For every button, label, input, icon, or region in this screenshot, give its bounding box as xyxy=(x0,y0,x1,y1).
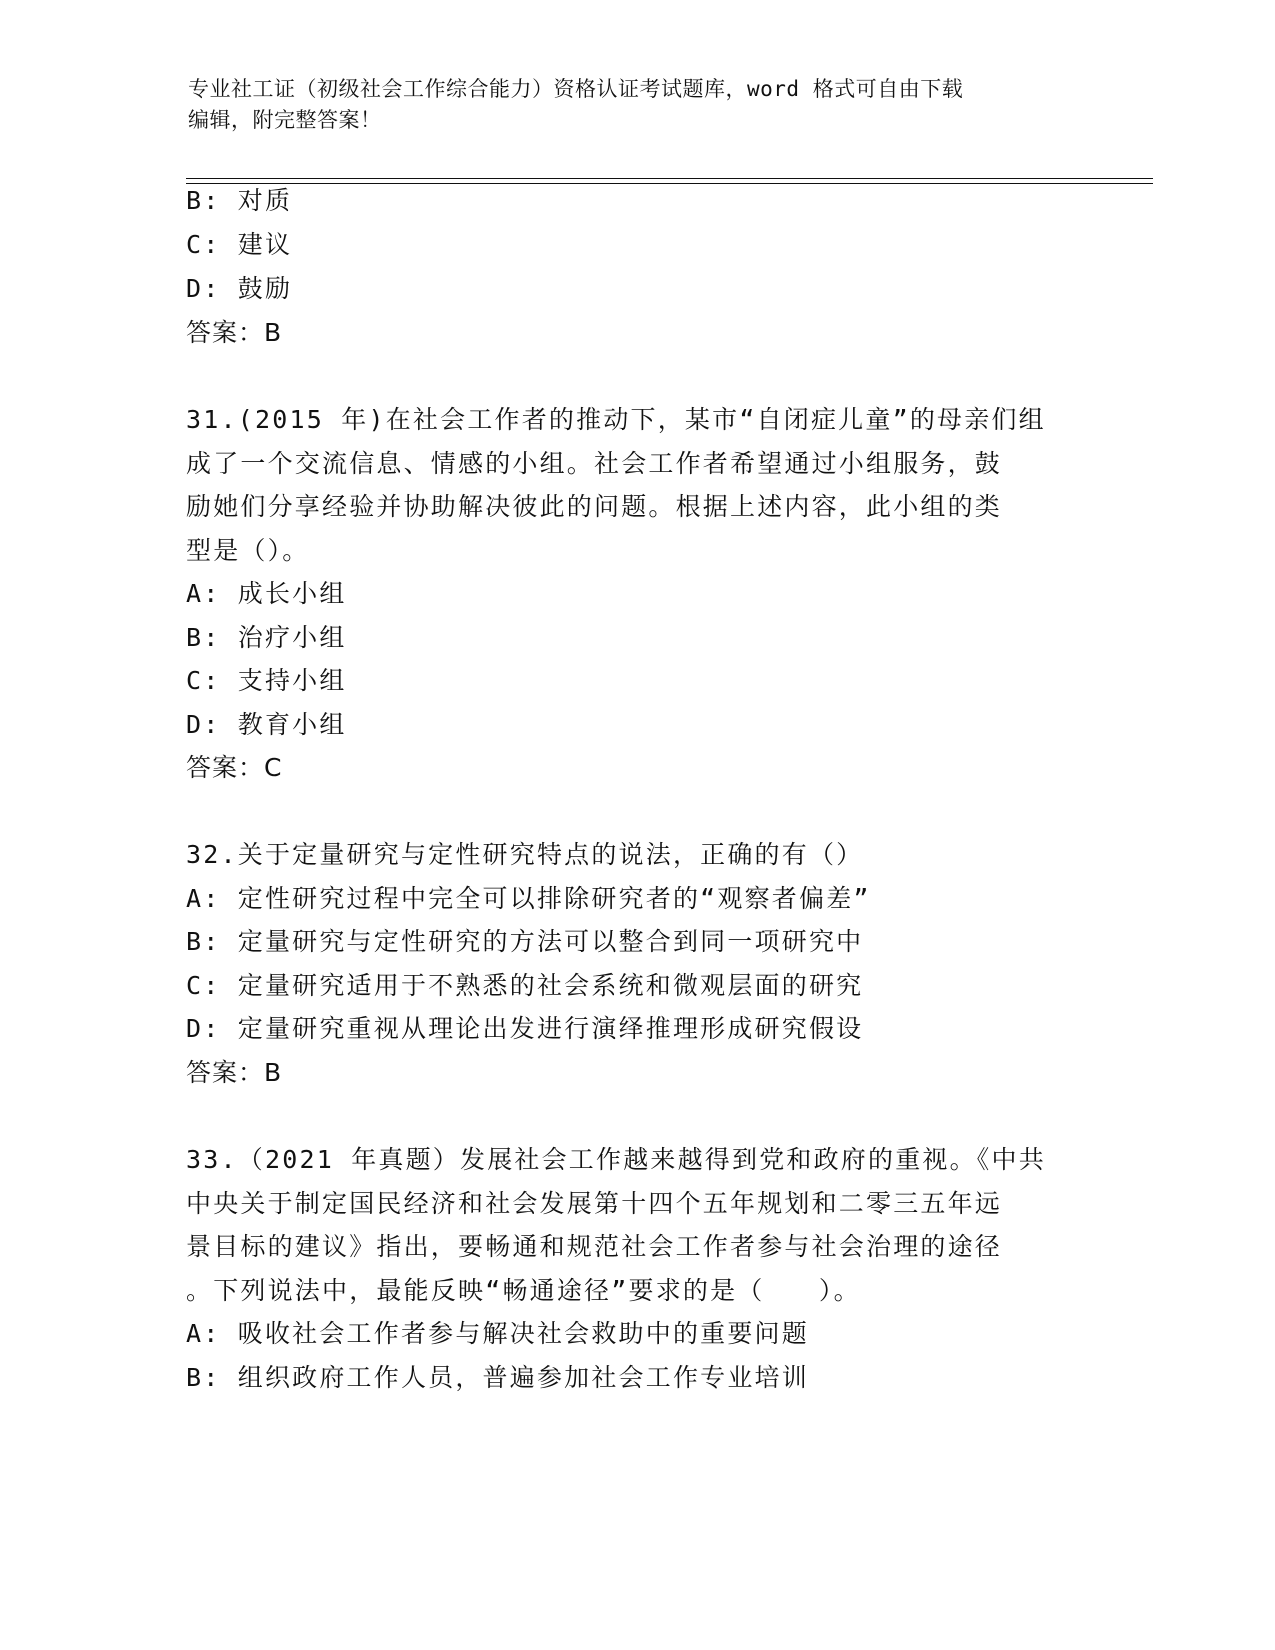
q33-stem-line-3: 景目标的建议》指出，要畅通和规范社会工作者参与社会治理的途径 xyxy=(186,1232,1003,1261)
q31-option-a: A: 成长小组 xyxy=(186,579,347,608)
page-header xyxy=(188,74,1068,136)
header-line-2: 编辑，附完整答案！ xyxy=(188,108,382,132)
q31-option-b: B: 治疗小组 xyxy=(186,623,347,652)
q33-stem-line-2: 中央关于制定国民经济和社会发展第十四个五年规划和二零三五年远 xyxy=(186,1189,1003,1218)
q31-option-d: D: 教育小组 xyxy=(186,710,347,739)
q31-option-c: C: 支持小组 xyxy=(186,666,347,695)
q33-option-a: A: 吸收社会工作者参与解决社会救助中的重要问题 xyxy=(186,1319,809,1348)
q33-option-b: B: 组织政府工作人员，普遍参加社会工作专业培训 xyxy=(186,1363,809,1392)
q30-option-d: D: 鼓励 xyxy=(186,274,293,303)
header-rule-top xyxy=(186,178,1153,179)
q32-option-a: A: 定性研究过程中完全可以排除研究者的“观察者偏差” xyxy=(186,884,871,913)
q32-stem-line-1: 32.关于定量研究与定性研究特点的说法，正确的有（） xyxy=(186,840,864,869)
q30-answer: 答案：B xyxy=(186,318,283,347)
q31-answer: 答案：C xyxy=(186,753,283,782)
q33-stem-line-1: 33.（2021 年真题）发展社会工作越来越得到党和政府的重视。《中共 xyxy=(186,1145,1046,1174)
q31-stem-line-3: 励她们分享经验并协助解决彼此的问题。根据上述内容，此小组的类 xyxy=(186,492,1003,521)
q32-option-b: B: 定量研究与定性研究的方法可以整合到同一项研究中 xyxy=(186,927,864,956)
q32-answer: 答案：B xyxy=(186,1058,283,1087)
q33-stem-line-4: 。下列说法中，最能反映“畅通途径”要求的是（ ）。 xyxy=(186,1276,861,1305)
q30-option-c: C: 建议 xyxy=(186,230,293,259)
q31-stem-line-2: 成了一个交流信息、情感的小组。社会工作者希望通过小组服务，鼓 xyxy=(186,449,1003,478)
header-rule-bottom xyxy=(186,183,1153,184)
header-line-1: 专业社工证（初级社会工作综合能力）资格认证考试题库，word 格式可自由下载 xyxy=(188,77,964,101)
q30-option-b: B: 对质 xyxy=(186,186,293,215)
q31-stem-line-4: 型是（）。 xyxy=(186,536,310,565)
q32-option-c: C: 定量研究适用于不熟悉的社会系统和微观层面的研究 xyxy=(186,971,864,1000)
q31-stem-line-1: 31.(2015 年)在社会工作者的推动下，某市“自闭症儿童”的母亲们组 xyxy=(186,405,1046,434)
q32-option-d: D: 定量研究重视从理论出发进行演绎推理形成研究假设 xyxy=(186,1014,864,1043)
